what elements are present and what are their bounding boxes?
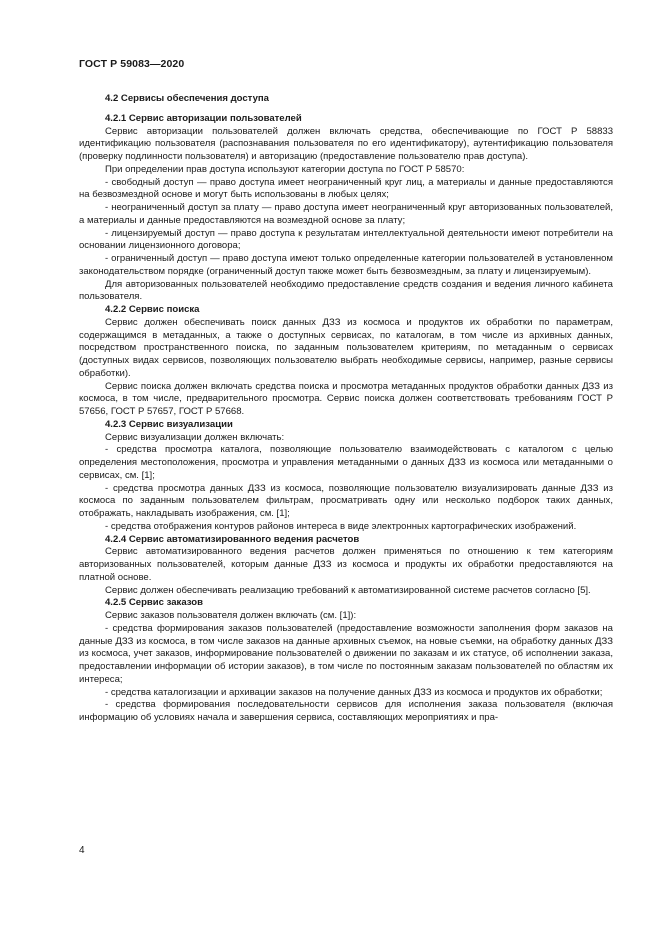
document-code: ГОСТ Р 59083—2020 bbox=[79, 58, 185, 70]
paragraph: - средства просмотра данных ДЗЗ из космоса, позволяющие пользователю визуализировать данные ДЗЗ из космоса по заданным пользователем фильтрам, просматривать одну или несколько подборок таких данных, отображать, накладывать изображения, см. [1]; bbox=[79, 482, 613, 519]
paragraph: - средства формирования последовательности сервисов для исполнения заказа пользователя (включая информацию об условиях начала и завершения сервиса, составляющих мероприятиях и пра- bbox=[79, 699, 613, 723]
paragraph: Сервис заказов пользователя должен включать (см. [1]): bbox=[105, 610, 357, 621]
paragraph: - средства каталогизации и архивации заказов на получение данных ДЗЗ из космоса и продуктов их обработки; bbox=[105, 686, 603, 698]
paragraph: Сервис авторизации пользователей должен включать средства, обеспечивающие по ГОСТ Р 58833 идентификацию пользователя (распознавания пользователя по его идентификатору), аутентификацию пользователя (проверку подлинности пользователя) и авторизацию (предоставление пользователю прав доступа). bbox=[79, 125, 613, 162]
paragraph: - свободный доступ — право доступа имеет неограниченный круг лиц, а материалы и данные предоставляются на безвозмездной основе и могут быть использованы в любых целях; bbox=[79, 176, 613, 201]
subsection-heading: 4.2.3 Сервис визуализации bbox=[105, 418, 233, 430]
subsection-heading: 4.2.1 Сервис авторизации пользователей bbox=[105, 112, 302, 124]
paragraph: - средства просмотра каталога, позволяющие пользователю взаимодействовать с каталогом с целью определения местоположения, просмотра и управления метаданными о данных ДЗЗ из космоса или метаданными о сервисах, см. [1]; bbox=[79, 444, 613, 481]
paragraph: Сервис должен обеспечивать реализацию требований к автоматизированной системе расчетов согласно [5]. bbox=[105, 584, 591, 596]
subsection-heading: 4.2.5 Сервис заказов bbox=[105, 597, 203, 609]
paragraph: - лицензируемый доступ — право доступа к результатам интеллектуальной деятельности имеют потребители на основании лицензионного договора; bbox=[79, 227, 613, 252]
section-title: 4.2 Сервисы обеспечения доступа bbox=[105, 93, 269, 104]
paragraph: При определении прав доступа используют категории доступа по ГОСТ Р 58570: bbox=[105, 163, 465, 175]
paragraph: Сервис поиска должен включать средства поиска и просмотра метаданных продуктов обработки данных ДЗЗ из космоса, в том числе, предварительного просмотра. Сервис поиска должен соответствовать требованиям ГОСТ Р 57656, ГОСТ Р 57657, ГОСТ Р 57668. bbox=[79, 380, 613, 417]
subsection-heading: 4.2.4 Сервис автоматизированного ведения расчетов bbox=[105, 533, 360, 545]
paragraph: Сервис автоматизированного ведения расчетов должен применяться по отношению к тем категориям авторизованных пользователей, которым данные ДЗЗ из космоса и продукты их обработки предоставляются на платной основе. bbox=[79, 546, 613, 583]
subsection-heading: 4.2.2 Сервис поиска bbox=[105, 304, 200, 315]
paragraph: Сервис визуализации должен включать: bbox=[105, 431, 285, 443]
paragraph: - средства формирования заказов пользователей (предоставление возможности заполнения форм заказов на данные ДЗЗ из космоса, в том числе заказов на данные архивных съемок, на новые съемки, на обработку данных ДЗЗ из космоса, учет заказов, информирование пользователей о движении по заказам и их статусе, об исполнении заказа, предоставлении информации об истории заказов), в том числе по постоянным заказам пользователей по областям их интереса; bbox=[79, 622, 613, 685]
paragraph: - неограниченный доступ за плату — право доступа имеет неограниченный круг авторизованных пользователей, а материалы и данные предоставляются на возмездной основе за плату; bbox=[79, 202, 613, 226]
page-number: 4 bbox=[79, 845, 85, 856]
paragraph: Сервис должен обеспечивать поиск данных ДЗЗ из космоса и продуктов их обработки по параметрам, содержащимся в метаданных, а также о доступных сервисах, по каталогам, в том числе из архивных данных, посредством пространственного поиска, по заданным пользователем критериям, по метаданным о сервисах (доступных видах сервисов, позволяющих пользователю выбрать необходимые сервисы, например, разные сервисы обработки). bbox=[79, 316, 613, 379]
paragraph: - ограниченный доступ — право доступа имеют только определенные категории пользователей в установленном законодательством порядке (ограниченный доступ также может быть безвозмездным, за плату и лицензируемым). bbox=[79, 253, 613, 277]
paragraph: Для авторизованных пользователей необходимо предоставление средств создания и ведения личного кабинета пользователя. bbox=[79, 278, 613, 303]
document-body bbox=[79, 93, 613, 725]
paragraph: - средства отображения контуров районов интереса в виде электронных картографических изображений. bbox=[105, 520, 577, 532]
